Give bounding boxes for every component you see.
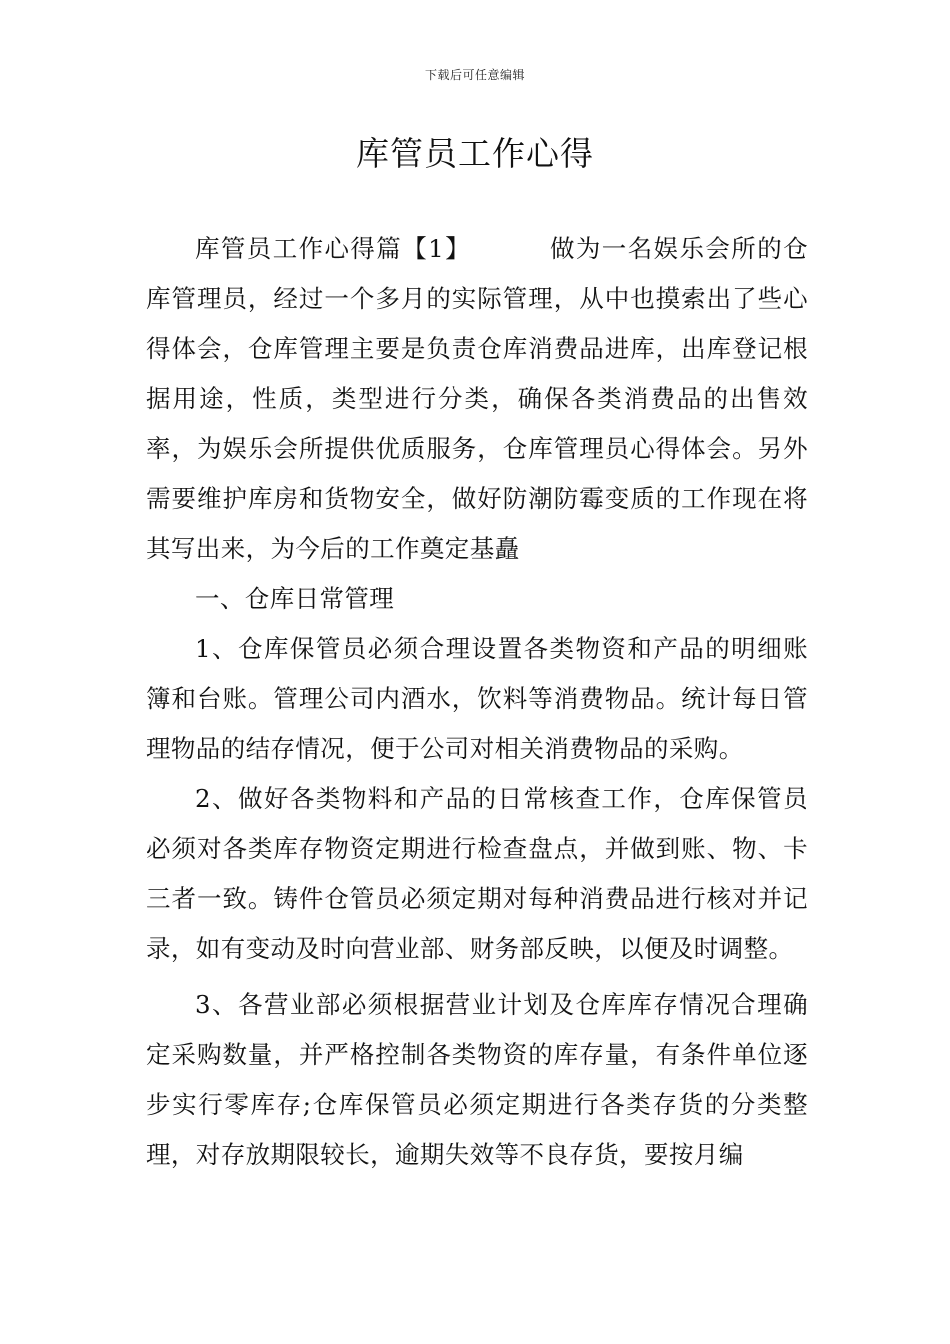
intro-lead: 库管员工作心得篇【1】 (195, 234, 471, 263)
paragraph-item-3: 3、各营业部必须根据营业计划及仓库库存情况合理确定采购数量，并严格控制各类物资的库存量，有条件单位逐步实行零库存;仓库保管员必须定期进行各类存货的分类整理，对存放期限较长，逾期失效等不良存货，要按月编 (146, 990, 808, 1169)
paragraph-item-1: 1、仓库保管员必须合理设置各类物资和产品的明细账簿和台账。管理公司内酒水，饮料等消费物品。统计每日管理物品的结存情况，便于公司对相关消费物品的采购。 (146, 634, 808, 763)
document-body (146, 224, 808, 1180)
header-note: 下载后可任意编辑 (424, 68, 525, 82)
intro-paragraph (146, 224, 808, 574)
section-heading: 一、仓库日常管理 (195, 584, 395, 613)
intro-text: 做为一名娱乐会所的仓库管理员，经过一个多月的实际管理，从中也摸索出了些心得体会，仓库管理主要是负责仓库消费品进库，出库登记根据用途，性质，类型进行分类，确保各类消费品的出售效率，为娱乐会所提供优质服务，仓库管理员心得体会。另外需要维护库房和货物安全，做好防潮防霉变质的工作现在将其写出来，为今后的工作奠定基矗 (146, 234, 808, 563)
paragraph-item-2: 2、做好各类物料和产品的日常核查工作，仓库保管员必须对各类库存物资定期进行检查盘点，并做到账、物、卡三者一致。铸件仓管员必须定期对每种消费品进行核对并记录，如有变动及时向营业部、财务部反映，以便及时调整。 (146, 784, 808, 963)
document-title: 库管员工作心得 (356, 134, 594, 173)
